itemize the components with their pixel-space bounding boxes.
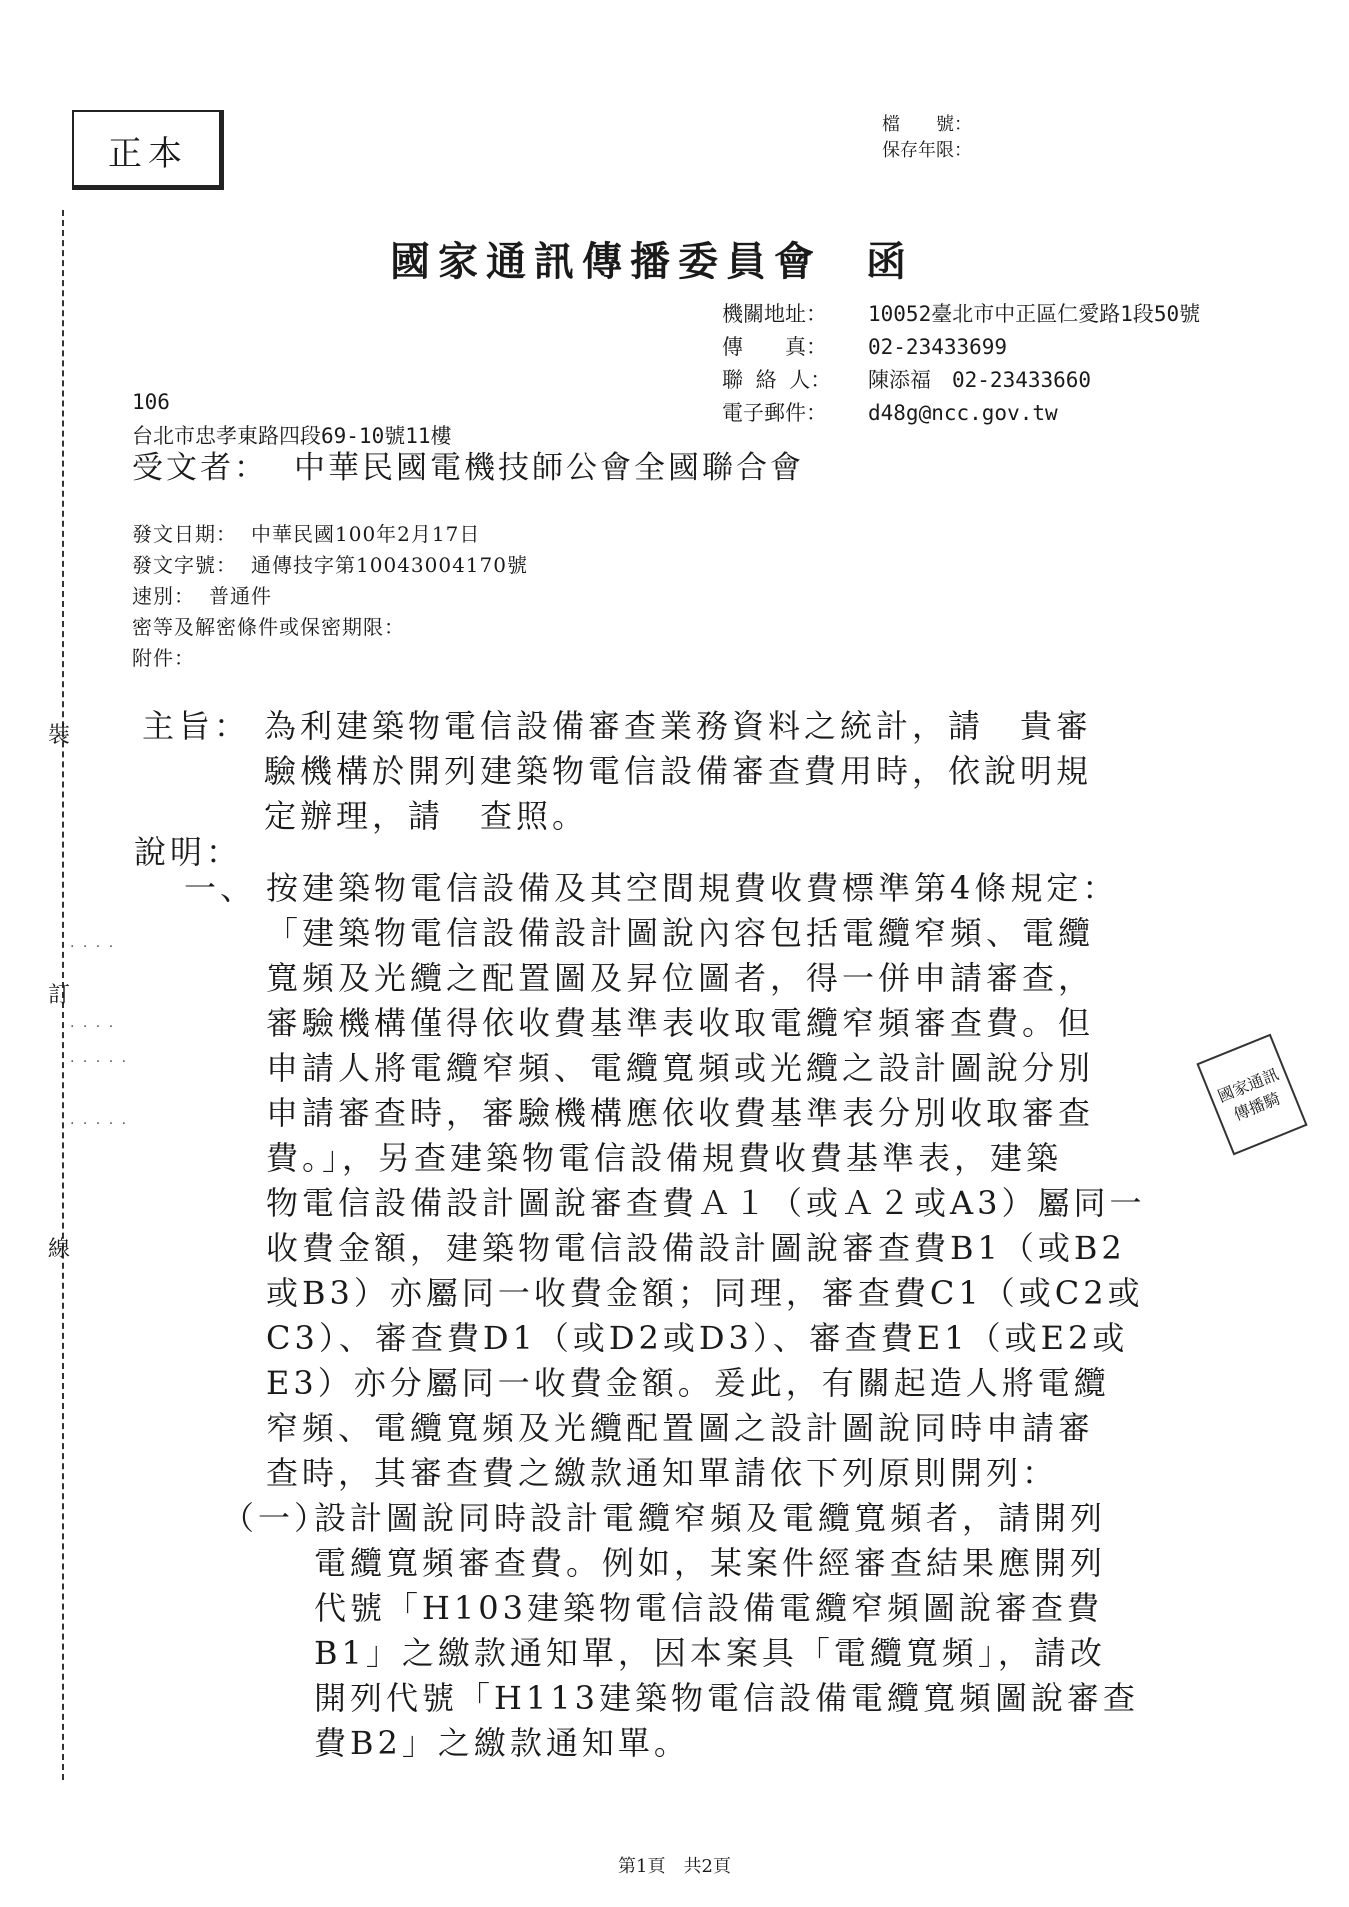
attachments: 附件：: [132, 646, 195, 670]
subject-line: 驗機構於開列建築物電信設備審查費用時，依說明規: [264, 752, 1093, 790]
contact-fax: 傳 真： 02-23433699: [722, 335, 1008, 359]
subject-line: 為利建築物電信設備審查業務資料之統計，請 貴審: [264, 707, 1093, 745]
classification: 密等及解密條件或保密期限：: [132, 615, 405, 639]
retention-label: 保存年限：: [882, 140, 972, 161]
scan-noise: . . . .: [70, 1015, 116, 1031]
paragraph-line: B1」之繳款通知單，因本案具「電纜寬頻」，請改: [314, 1634, 1106, 1672]
paragraph-line: 寬頻及光纜之配置圖及昇位圖者，得一併申請審查，: [266, 959, 1095, 997]
paragraph-line: 費B2」之繳款通知單。: [314, 1724, 690, 1762]
paragraph-line: 按建築物電信設備及其空間規費收費標準第4條規定：: [266, 869, 1119, 907]
paragraph-line: 代號「H103建築物電信設備電纜窄頻圖說審查費: [314, 1589, 1103, 1627]
paragraph-line: 申請人將電纜窄頻、電纜寬頻或光纜之設計圖說分別: [266, 1049, 1095, 1087]
binding-mark-bind: 裝: [48, 723, 71, 748]
scan-noise: . . . . .: [70, 1050, 129, 1066]
paragraph-line: 「建築物電信設備設計圖說內容包括電纜窄頻、電纜: [266, 914, 1095, 952]
paragraph-line: 物電信設備設計圖說審查費Ａ１（或Ａ２或A3）屬同一: [266, 1184, 1146, 1222]
recipient-street-address: 台北市忠孝東路四段69-10號11樓: [132, 424, 452, 448]
document-number: 發文字號： 通傳技字第10043004170號: [132, 553, 528, 577]
scan-noise: . . . .: [70, 935, 116, 951]
subject-line: 定辦理，請 查照。: [264, 797, 589, 835]
contact-person: 聯 絡 人： 陳添福 02-23433660: [722, 368, 1092, 392]
paragraph-line: 費。」，另查建築物電信設備規費收費基準表，建築: [266, 1139, 1063, 1177]
binding-mark-line: 線: [48, 1237, 71, 1262]
paragraph-line: 查時，其審查費之繳款通知單請依下列原則開列：: [266, 1454, 1059, 1492]
contact-address: 機關地址： 10052臺北市中正區仁愛路1段50號: [722, 302, 1201, 326]
paragraph-line: 設計圖說同時設計電纜窄頻及電纜寬頻者，請開列: [314, 1499, 1107, 1537]
postal-code: 106: [132, 390, 170, 414]
stamp-text: 正本: [108, 133, 188, 174]
file-number-label: 檔 號：: [882, 114, 972, 135]
subject-text: [264, 704, 1092, 839]
paragraph-line: 申請審查時，審驗機構應依收費基準表分別收取審查: [266, 1094, 1095, 1132]
sub-item-text: [314, 1496, 1139, 1766]
paragraph-line: 收費金額，建築物電信設備設計圖說審查費B1（或B2: [266, 1229, 1126, 1267]
paragraph-line: 窄頻、電纜寬頻及光纜配置圖之設計圖說同時申請審: [266, 1409, 1095, 1447]
paragraph-line: 電纜寬頻審查費。例如，某案件經審查結果應開列: [314, 1544, 1107, 1582]
binding-mark-staple: 訂: [48, 983, 71, 1008]
paragraph-line: 審驗機構僅得依收費基準表收取電纜窄頻審查費。但: [266, 1004, 1095, 1042]
document-title: [390, 230, 914, 287]
paragraph-line: C3）、審查費D1（或D2或D3）、審查費E1（或E2或: [266, 1319, 1129, 1357]
sub-item-marker: （一）: [222, 1499, 331, 1537]
paragraph-line: E3）亦分屬同一收費金額。爰此，有關起造人將電纜: [266, 1364, 1110, 1402]
subject-label: 主旨：: [142, 707, 251, 745]
doc-type: 函: [866, 238, 914, 285]
scan-noise: . . . . .: [70, 1112, 129, 1128]
delivery-speed: 速別： 普通件: [132, 584, 272, 608]
contact-email: 電子郵件： d48g@ncc.gov.tw: [722, 401, 1058, 425]
issue-date: 發文日期： 中華民國100年2月17日: [132, 522, 481, 546]
explanation-label: 說明：: [134, 833, 243, 871]
item-marker: 一、: [184, 869, 257, 907]
paragraph-line: 或B3）亦屬同一收費金額；同理，審查費C1（或C2或: [266, 1274, 1144, 1312]
archive-meta: [882, 112, 972, 164]
recipient: [132, 442, 804, 487]
paragraph-line: 開列代號「H113建築物電信設備電纜寬頻圖說審查: [314, 1679, 1139, 1717]
original-copy-stamp: [72, 110, 224, 190]
item-one-text: [266, 866, 1145, 1496]
recipient-label: 受文者：: [132, 450, 268, 486]
page-footer: 第1頁 共2頁: [618, 1856, 731, 1877]
agency-seal: 國家通訊傳播騎: [1196, 1034, 1307, 1156]
recipient-name: 中華民國電機技師公會全國聯合會: [294, 450, 804, 486]
agency-name: 國家通訊傳播委員會: [390, 238, 822, 285]
